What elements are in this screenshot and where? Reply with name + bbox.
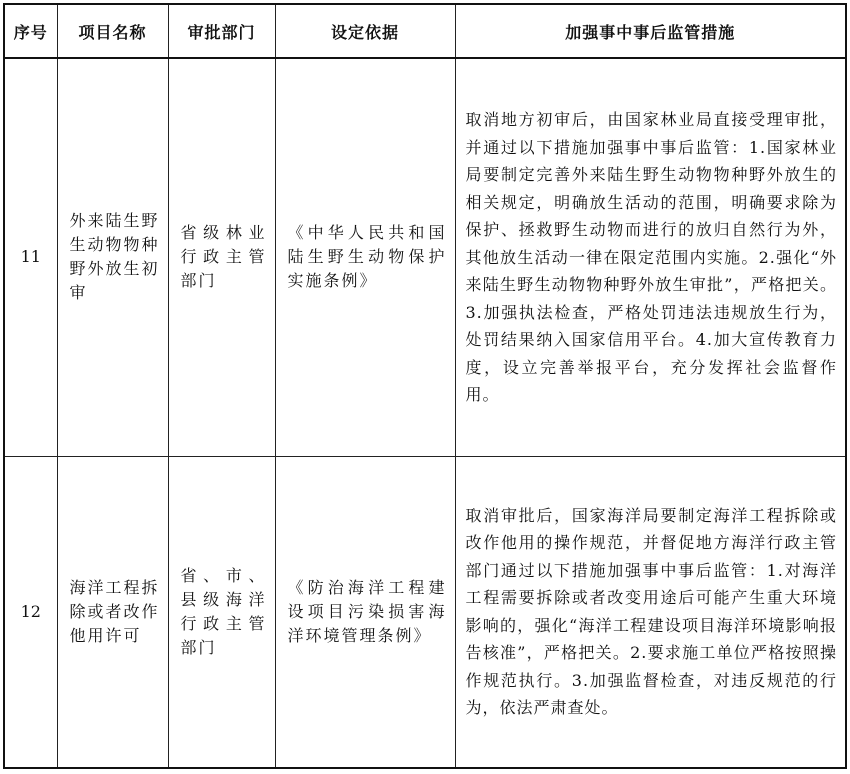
header-row xyxy=(4,4,846,58)
row-number: 12 xyxy=(4,456,57,768)
project-name: 外来陆生野生动物物种野外放生初审 xyxy=(57,58,168,456)
regulation-table xyxy=(3,3,847,769)
header-basis: 设定依据 xyxy=(275,4,455,58)
row-number: 11 xyxy=(4,58,57,456)
supervision-measures: 取消审批后，国家海洋局要制定海洋工程拆除或改作他用的操作规范，并督促地方海洋行政主管部门通过以下措施加强事中事后监管：1.对海洋工程需要拆除或者改变用途后可能产生重大环境影响的，强化“海洋工程建设项目海洋环境影响报告核准”，严格把关。2.要求施工单位严格按照操作规范执行。3.加强监督检查，对违反规范的行为，依法严肃查处。 xyxy=(455,456,846,768)
project-name: 海洋工程拆除或者改作他用许可 xyxy=(57,456,168,768)
header-measures: 加强事中事后监管措施 xyxy=(455,4,846,58)
header-no: 序号 xyxy=(4,4,57,58)
approval-department: 省级林业行政主管部门 xyxy=(168,58,275,456)
table-row xyxy=(4,456,846,768)
legal-basis: 《中华人民共和国陆生野生动物保护实施条例》 xyxy=(275,58,455,456)
table-row xyxy=(4,58,846,456)
supervision-measures: 取消地方初审后，由国家林业局直接受理审批，并通过以下措施加强事中事后监管：1.国家林业局要制定完善外来陆生野生动物物种野外放生的相关规定，明确放生活动的范围，明确要求除为保护、拯救野生动物而进行的放归自然行为外，其他放生活动一律在限定范围内实施。2.强化“外来陆生野生动物物种野外放生审批”，严格把关。3.加强执法检查，严格处罚违法违规放生行为，处罚结果纳入国家信用平台。4.加大宣传教育力度，设立完善举报平台，充分发挥社会监督作用。 xyxy=(455,58,846,456)
header-dept: 审批部门 xyxy=(168,4,275,58)
header-name: 项目名称 xyxy=(57,4,168,58)
approval-department: 省、市、县级海洋行政主管部门 xyxy=(168,456,275,768)
legal-basis: 《防治海洋工程建设项目污染损害海洋环境管理条例》 xyxy=(275,456,455,768)
